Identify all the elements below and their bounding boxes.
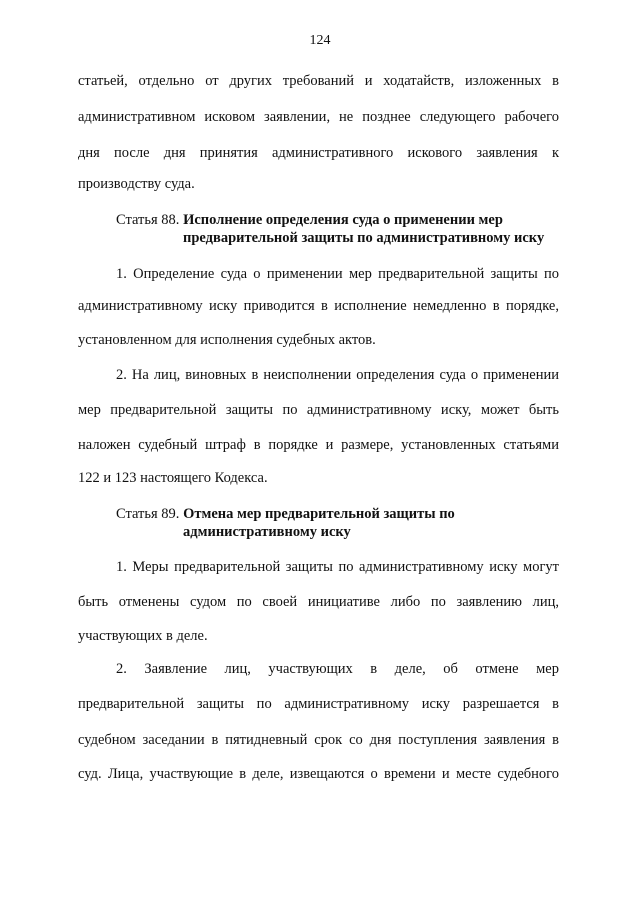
page-number: 124 <box>309 33 331 48</box>
text-line: быть отменены судом по своей инициативе либо по заявлению лиц, <box>78 594 559 610</box>
text-line: производству суда. <box>78 176 195 192</box>
text-line: суд. Лица, участвующие в деле, извещаются о времени и месте судебного <box>78 766 559 782</box>
text-line: 1. Определение суда о применении мер предварительной защиты по <box>116 266 559 282</box>
text-line: судебном заседании в пятидневный срок со дня поступления заявления в <box>78 732 559 748</box>
text-line: административному иску приводится в исполнение немедленно в порядке, <box>78 298 559 314</box>
text-line: 122 и 123 настоящего Кодекса. <box>78 470 268 486</box>
article-89-heading <box>116 505 455 523</box>
text-line: статьей, отдельно от других требований и ходатайств, изложенных в <box>78 73 559 89</box>
article-89-label: Статья 89. <box>116 506 180 522</box>
article-88-title: Исполнение определения суда о применении мер <box>183 212 503 228</box>
article-88-title-line2: предварительной защиты по административному иску <box>183 230 545 246</box>
article-88-heading <box>116 211 503 229</box>
text-line: административном исковом заявлении, не позднее следующего рабочего <box>78 109 559 125</box>
text-line: 2. На лиц, виновных в неисполнении определения суда о применении <box>116 367 559 383</box>
text-line: дня после дня принятия административного искового заявления к <box>78 145 559 161</box>
article-88-label: Статья 88. <box>116 212 180 228</box>
text-line: предварительной защиты по административному иску разрешается в <box>78 696 559 712</box>
text-line: участвующих в деле. <box>78 628 208 644</box>
text-line: 2. Заявление лиц, участвующих в деле, об отмене мер <box>116 661 559 677</box>
article-89-title: Отмена мер предварительной защиты по <box>183 506 455 522</box>
text-line: 1. Меры предварительной защиты по административному иску могут <box>116 559 559 575</box>
article-89-title-line2: административному иску <box>183 524 351 540</box>
text-line: установленном для исполнения судебных актов. <box>78 332 376 348</box>
text-line: мер предварительной защиты по административному иску, может быть <box>78 402 559 418</box>
text-line: наложен судебный штраф в порядке и размере, установленных статьями <box>78 437 559 453</box>
